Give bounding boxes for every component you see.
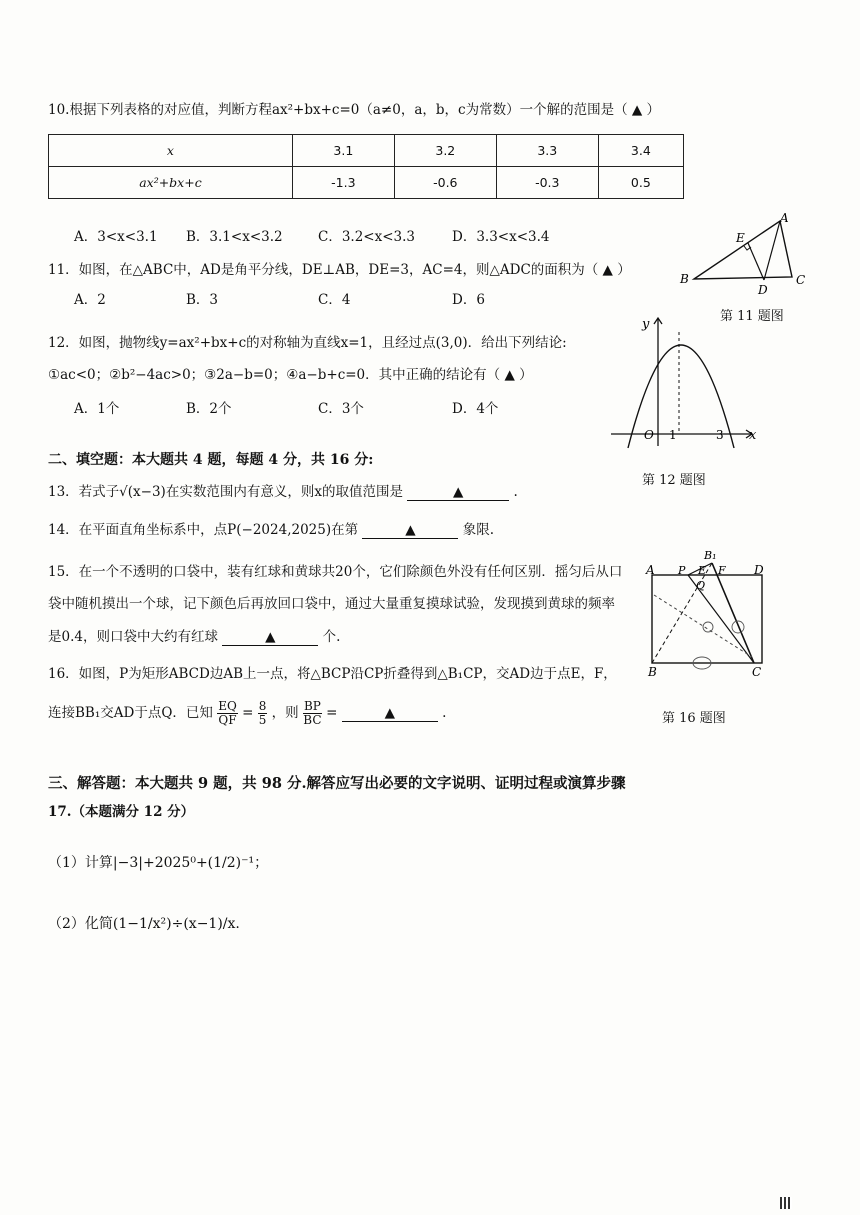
label-c: C bbox=[752, 665, 762, 679]
q13-tail: . bbox=[513, 484, 518, 500]
q11-option-a: A．2 bbox=[74, 292, 106, 308]
rectangle-figure-q16 bbox=[640, 545, 772, 681]
q17-part-1: （1）计算|−3|+2025⁰+(1/2)⁻¹； bbox=[48, 855, 269, 871]
table-header-cell: x bbox=[49, 135, 293, 167]
tick-label-3: 3 bbox=[716, 428, 724, 442]
origin-label: O bbox=[644, 428, 654, 442]
q14-tail: 象限. bbox=[462, 522, 495, 538]
q16-tail: . bbox=[442, 705, 447, 721]
q12-stem: 12．如图，抛物线y=ax²+bx+c的对称轴为直线x=1，且经过点(3,0)．给出下列结论: bbox=[48, 335, 567, 351]
label-b1: B₁ bbox=[704, 549, 717, 562]
section-2-title: 二、填空题：本大题共 4 题，每题 4 分，共 16 分: bbox=[48, 452, 374, 468]
table-cell: -0.3 bbox=[496, 167, 598, 199]
q16-mid: ，则 bbox=[271, 705, 299, 721]
fraction-bp-bc: $\frac{BP}{BC}$ bbox=[303, 699, 322, 727]
q10-option-d: D．3.3<x<3.4 bbox=[452, 229, 550, 245]
fraction-eq-qf: $\frac{EQ}{QF}$ bbox=[218, 699, 237, 727]
qr-code-icon bbox=[780, 1197, 792, 1209]
q11-stem: 11．如图，在△ABC中，AD是角平分线，DE⊥AB，DE=3，AC=4，则△ADC的面积为（ ▲ ） bbox=[48, 262, 631, 278]
q17-title: 17.（本题满分 12 分） bbox=[48, 804, 195, 820]
triangle-mark-icon: ▲ bbox=[265, 629, 276, 645]
label-a: A bbox=[780, 212, 789, 225]
table-cell: 0.5 bbox=[598, 167, 683, 199]
table-row bbox=[49, 167, 684, 199]
figure-caption-16: 第 16 题图 bbox=[662, 711, 726, 726]
figure-caption-12: 第 12 题图 bbox=[642, 473, 706, 488]
triangle-mark-icon: ▲ bbox=[405, 522, 416, 538]
label-e: E bbox=[698, 564, 707, 577]
q14-text: 14．在平面直角坐标系中，点P(−2024,2025)在第 bbox=[48, 522, 359, 538]
table-cell: -1.3 bbox=[292, 167, 394, 199]
q10-option-b: B．3.1<x<3.2 bbox=[186, 229, 283, 245]
q13-text: 13．若式子√(x−3)在实数范围内有意义，则x的取值范围是 bbox=[48, 484, 403, 500]
table-header-cell: 3.3 bbox=[496, 135, 598, 167]
label-d: D bbox=[758, 283, 768, 297]
q10-option-a: A．3<x<3.1 bbox=[74, 229, 158, 245]
q13 bbox=[48, 480, 518, 501]
table-header-cell: 3.2 bbox=[394, 135, 496, 167]
section-3-title: 三、解答题：本大题共 9 题，共 98 分.解答应写出必要的文字说明、证明过程或演算步骤 bbox=[48, 775, 626, 792]
fraction-value: $\frac{8}{5}$ bbox=[258, 699, 267, 727]
q11-option-d: D．6 bbox=[452, 292, 485, 308]
q15-line-2: 袋中随机摸出一个球，记下颜色后再放回口袋中，通过大量重复摸球试验，发现摸到黄球的频率 bbox=[48, 596, 615, 612]
q11-option-c: C．4 bbox=[318, 292, 351, 308]
triangle-mark-icon: ▲ bbox=[384, 705, 395, 721]
answer-blank-15[interactable] bbox=[222, 629, 318, 646]
table-header-cell: 3.4 bbox=[598, 135, 683, 167]
q12-conclusions: ①ac<0；②b²−4ac>0；③2a−b=0；④a−b+c=0．其中正确的结论有（ ▲ ） bbox=[48, 367, 533, 383]
axis-label-x: x bbox=[749, 428, 757, 443]
label-d: D bbox=[754, 563, 764, 577]
q16-line-1: 16．如图，P为矩形ABCD边AB上一点，将△BCP沿CP折叠得到△B₁CP，交AD边于点E，F， bbox=[48, 666, 617, 682]
table-cell: -0.6 bbox=[394, 167, 496, 199]
q15-line-1: 15．在一个不透明的口袋中，装有红球和黄球共20个，它们除颜色外没有任何区别．摇匀后从口 bbox=[48, 564, 623, 580]
q15-line-3 bbox=[48, 625, 340, 646]
tick-label-1: 1 bbox=[669, 428, 677, 442]
q10-stem: 10.根据下列表格的对应值，判断方程ax²+bx+c=0（a≠0，a，b，c为常数）一个解的范围是（ ▲ ） bbox=[48, 102, 661, 118]
answer-blank-13[interactable] bbox=[407, 484, 509, 501]
label-c: C bbox=[796, 273, 806, 287]
q12-option-a: A．1个 bbox=[74, 401, 120, 417]
table-header-cell: 3.1 bbox=[292, 135, 394, 167]
label-a: A bbox=[646, 563, 655, 577]
axis-label-y: y bbox=[642, 317, 650, 332]
q16-line-2: 连接BB₁交AD于点Q．已知 $\frac{EQ}{QF}$ = $\frac{8}{5}$ ，则 $\frac{BP}{BC}$ = ▲ . bbox=[48, 699, 447, 727]
triangle-figure-q11 bbox=[676, 212, 812, 298]
label-f: F bbox=[718, 564, 726, 577]
table-row bbox=[49, 135, 684, 167]
q17-part-2: （2）化简(1−1/x²)÷(x−1)/x. bbox=[48, 916, 240, 932]
q12-option-b: B．2个 bbox=[186, 401, 232, 417]
q12-option-d: D．4个 bbox=[452, 401, 499, 417]
q15-tail: 个. bbox=[322, 629, 341, 645]
answer-blank-16[interactable] bbox=[342, 705, 438, 722]
label-b: B bbox=[680, 272, 689, 286]
label-e: E bbox=[736, 231, 745, 245]
q12-option-c: C．3个 bbox=[318, 401, 364, 417]
label-b: B bbox=[648, 665, 657, 679]
q15-text: 是0.4，则口袋中大约有红球 bbox=[48, 629, 218, 645]
label-p: P bbox=[678, 564, 686, 577]
table-cell: ax²+bx+c bbox=[49, 167, 293, 199]
value-table bbox=[48, 134, 684, 199]
triangle-mark-icon: ▲ bbox=[453, 484, 464, 500]
q16-text: 连接BB₁交AD于点Q．已知 bbox=[48, 705, 213, 721]
q14 bbox=[48, 518, 494, 539]
q10-option-c: C．3.2<x<3.3 bbox=[318, 229, 416, 245]
label-q: Q bbox=[696, 579, 706, 592]
parabola-figure-q12 bbox=[606, 312, 760, 452]
q11-option-b: B．3 bbox=[186, 292, 219, 308]
figure-caption-11: 第 11 题图 bbox=[720, 309, 784, 324]
answer-blank-14[interactable] bbox=[362, 522, 458, 539]
